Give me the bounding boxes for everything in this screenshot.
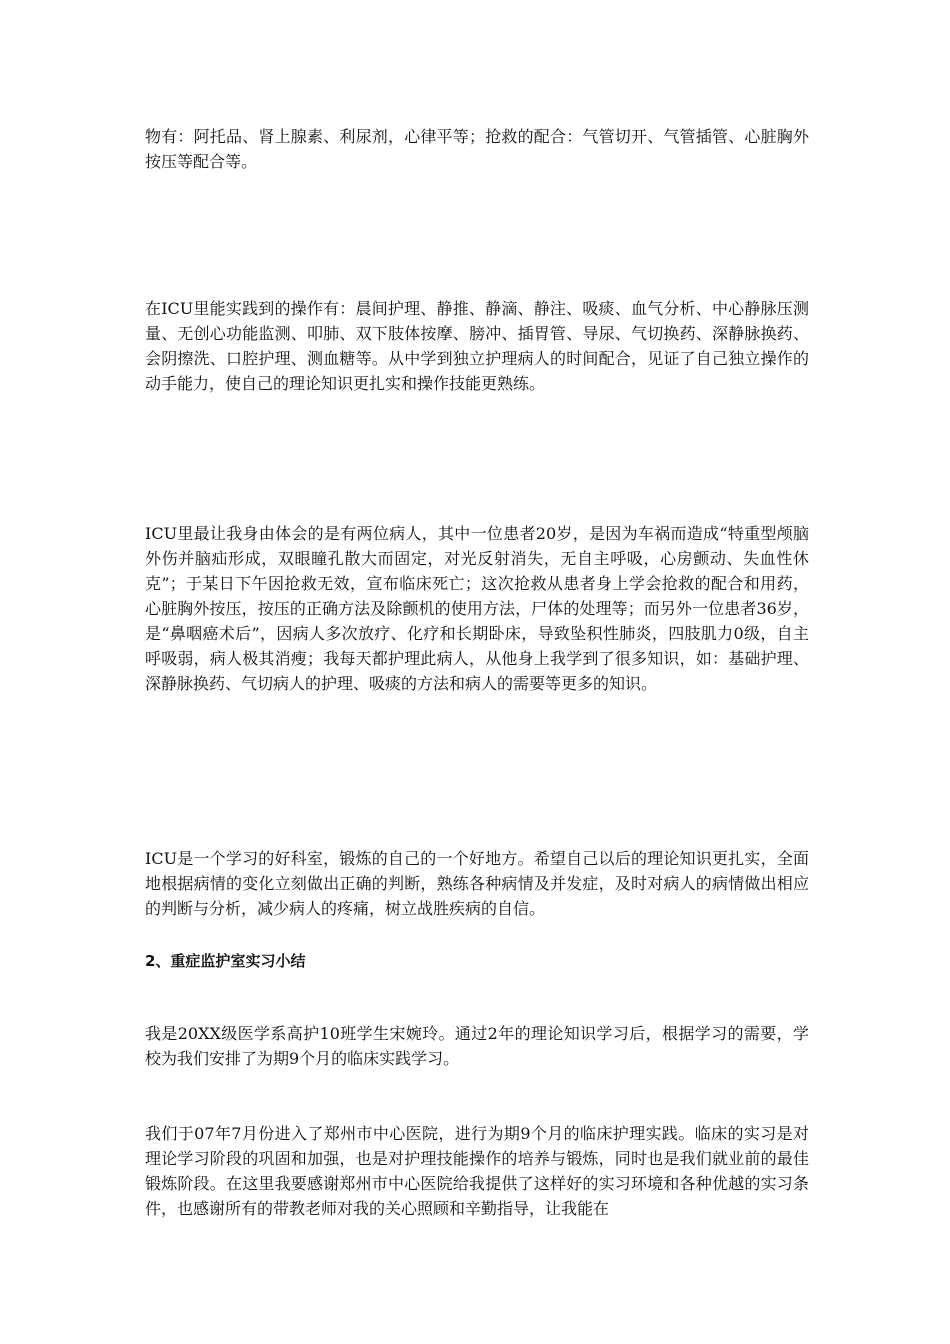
paragraph-hospital-practice: 我们于07年7月份进入了郑州市中心医院，进行为期9个月的临床护理实践。临床的实习是对理论学习阶段的巩固和加强，也是对护理技能操作的培养与锻炼，同时也是我们就业前的最佳锻炼阶段。在这里我要感谢郑州市中心医院给我提供了这样好的实习环境和各种优越的实习条件，也感谢所有的带教老师对我的关心照顾和辛勤指导，让我能在 — [145, 1124, 809, 1218]
paragraph-rescue-drugs: 物有：阿托品、肾上腺素、利尿剂，心律平等；抢救的配合：气管切开、气管插管、心脏胸外按压等配合等。 — [145, 127, 809, 171]
paragraph-icu-operations: 在ICU里能实践到的操作有：晨间护理、静推、静滴、静注、吸痰、血气分析、中心静脉压测量、无创心功能监测、叩肺、双下肢体按摩、膀冲、插胃管、导尿、气切换药、深静脉换药、会阴擦洗、口腔护理、测血糖等。从中学到独立护理病人的时间配合，见证了自己独立操作的动手能力，使自己的理论知识更扎实和操作技能更熟练。 — [145, 299, 809, 393]
paragraph-two-patients: ICU里最让我身由体会的是有两位病人，其中一位患者20岁，是因为车祸而造成“特重型颅脑外伤并脑疝形成，双眼瞳孔散大而固定，对光反射消失，无自主呼吸，心房颤动、失血性休克”；于某日下午因抢救无效，宣布临床死亡；这次抢救从患者身上学会抢救的配合和用药，心脏胸外按压，按压的正确方法及除颤机的使用方法，尸体的处理等；而另外一位患者36岁，是“鼻咽癌术后”，因病人多次放疗、化疗和长期卧床，导致坠积性肺炎，四肢肌力0级，自主呼吸弱，病人极其消瘦；我每天都护理此病人，从他身上我学到了很多知识，如：基础护理、深静脉换药、气切病人的护理、吸痰的方法和病人的需要等更多的知识。 — [145, 524, 809, 693]
paragraph-student-intro: 我是20XX级医学系高护10班学生宋婉玲。通过2年的理论知识学习后，根据学习的需要，学校为我们安排了为期9个月的临床实践学习。 — [145, 1024, 809, 1068]
paragraph-icu-summary: ICU是一个学习的好科室，锻炼的自己的一个好地方。希望自己以后的理论知识更扎实，全面地根据病情的变化立刻做出正确的判断，熟练各种病情及并发症，及时对病人的病情做出相应的判断与分析，减少病人的疼痛，树立战胜疾病的自信。 — [145, 849, 809, 918]
section-heading: 2、重症监护室实习小结 — [145, 952, 306, 970]
